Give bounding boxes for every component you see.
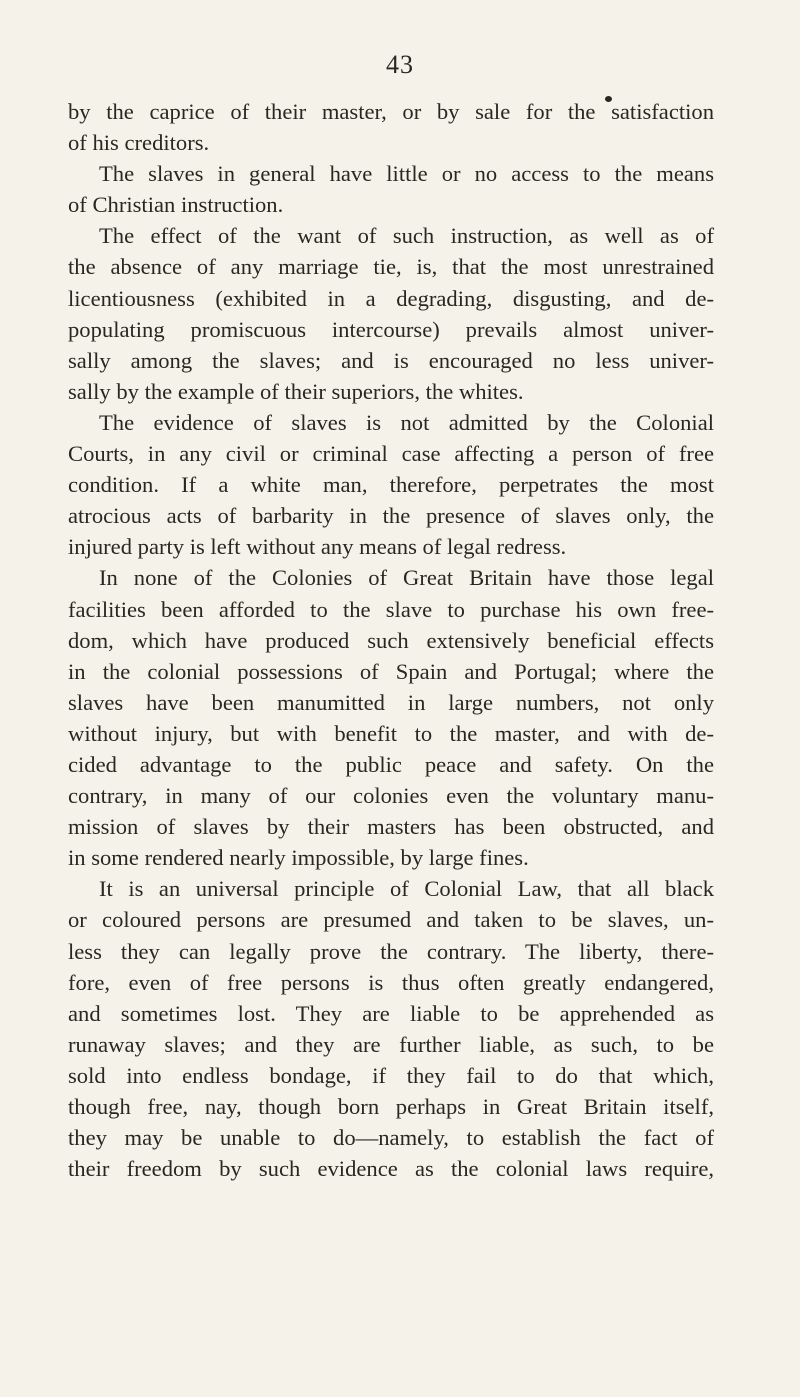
text-line: the absence of any marriage tie, is, that the most unrestrained bbox=[68, 254, 714, 280]
text-line: dom, which have produced such extensively beneficial effects bbox=[68, 627, 714, 653]
text-line: mission of slaves by their masters has been obstructed, and bbox=[68, 814, 714, 840]
text-line: or coloured persons are presumed and taken to be slaves, un- bbox=[68, 907, 714, 933]
text-line: runaway slaves; and they are further liable, as such, to be bbox=[68, 1031, 714, 1057]
text-line: less they can legally prove the contrary. The liberty, there- bbox=[68, 938, 714, 964]
text-line: The evidence of slaves is not admitted by the Colonial bbox=[99, 409, 714, 435]
text-line: contrary, in many of our colonies even the voluntary manu- bbox=[68, 783, 714, 809]
text-line: in the colonial possessions of Spain and Portugal; where the bbox=[68, 658, 714, 684]
text-line: The slaves in general have little or no access to the means bbox=[99, 161, 714, 187]
text-line: though free, nay, though born perhaps in Great Britain itself, bbox=[68, 1094, 714, 1119]
text-line: their freedom by such evidence as the colonial laws require, bbox=[68, 1156, 714, 1182]
text-line: licentiousness (exhibited in a degrading, disgusting, and de- bbox=[68, 285, 714, 311]
text-line: slaves have been manumitted in large numbers, not only bbox=[68, 689, 714, 715]
text-line: cided advantage to the public peace and safety. On the bbox=[68, 751, 714, 777]
text-line: In none of the Colonies of Great Britain have those legal bbox=[99, 565, 714, 591]
text-line: by the caprice of their master, or by sale for the satisfaction bbox=[68, 99, 714, 124]
text-line: fore, even of free persons is thus often greatly endangered, bbox=[68, 969, 714, 995]
body-text bbox=[68, 96, 714, 1184]
text-line: without injury, but with benefit to the master, and with de- bbox=[68, 720, 714, 746]
text-line: injured party is left without any means of legal redress. bbox=[68, 534, 567, 560]
text-line: facilities been afforded to the slave to purchase his own free- bbox=[68, 596, 714, 622]
text-line: atrocious acts of barbarity in the presence of slaves only, the bbox=[68, 503, 714, 529]
text-line: sally among the slaves; and is encouraged no less univer- bbox=[68, 347, 714, 373]
text-line: of Christian instruction. bbox=[68, 192, 284, 218]
text-line: populating promiscuous intercourse) prevails almost univer- bbox=[68, 316, 714, 342]
text-line: they may be unable to do—namely, to establish the fact of bbox=[68, 1125, 714, 1151]
text-line: Courts, in any civil or criminal case affecting a person of free bbox=[68, 441, 714, 467]
page-number: 43 bbox=[386, 50, 414, 79]
text-line: The effect of the want of such instruction, as well as of bbox=[99, 223, 714, 249]
text-line: sally by the example of their superiors, the whites. bbox=[68, 378, 524, 404]
text-line: It is an universal principle of Colonial Law, that all black bbox=[99, 876, 714, 902]
text-line: condition. If a white man, therefore, perpetrates the most bbox=[68, 472, 714, 498]
text-line: in some rendered nearly impossible, by large fines. bbox=[68, 845, 529, 871]
text-line: sold into endless bondage, if they fail to do that which, bbox=[68, 1062, 714, 1088]
text-line: and sometimes lost. They are liable to be apprehended as bbox=[68, 1000, 714, 1026]
text-line: of his creditors. bbox=[68, 130, 210, 156]
